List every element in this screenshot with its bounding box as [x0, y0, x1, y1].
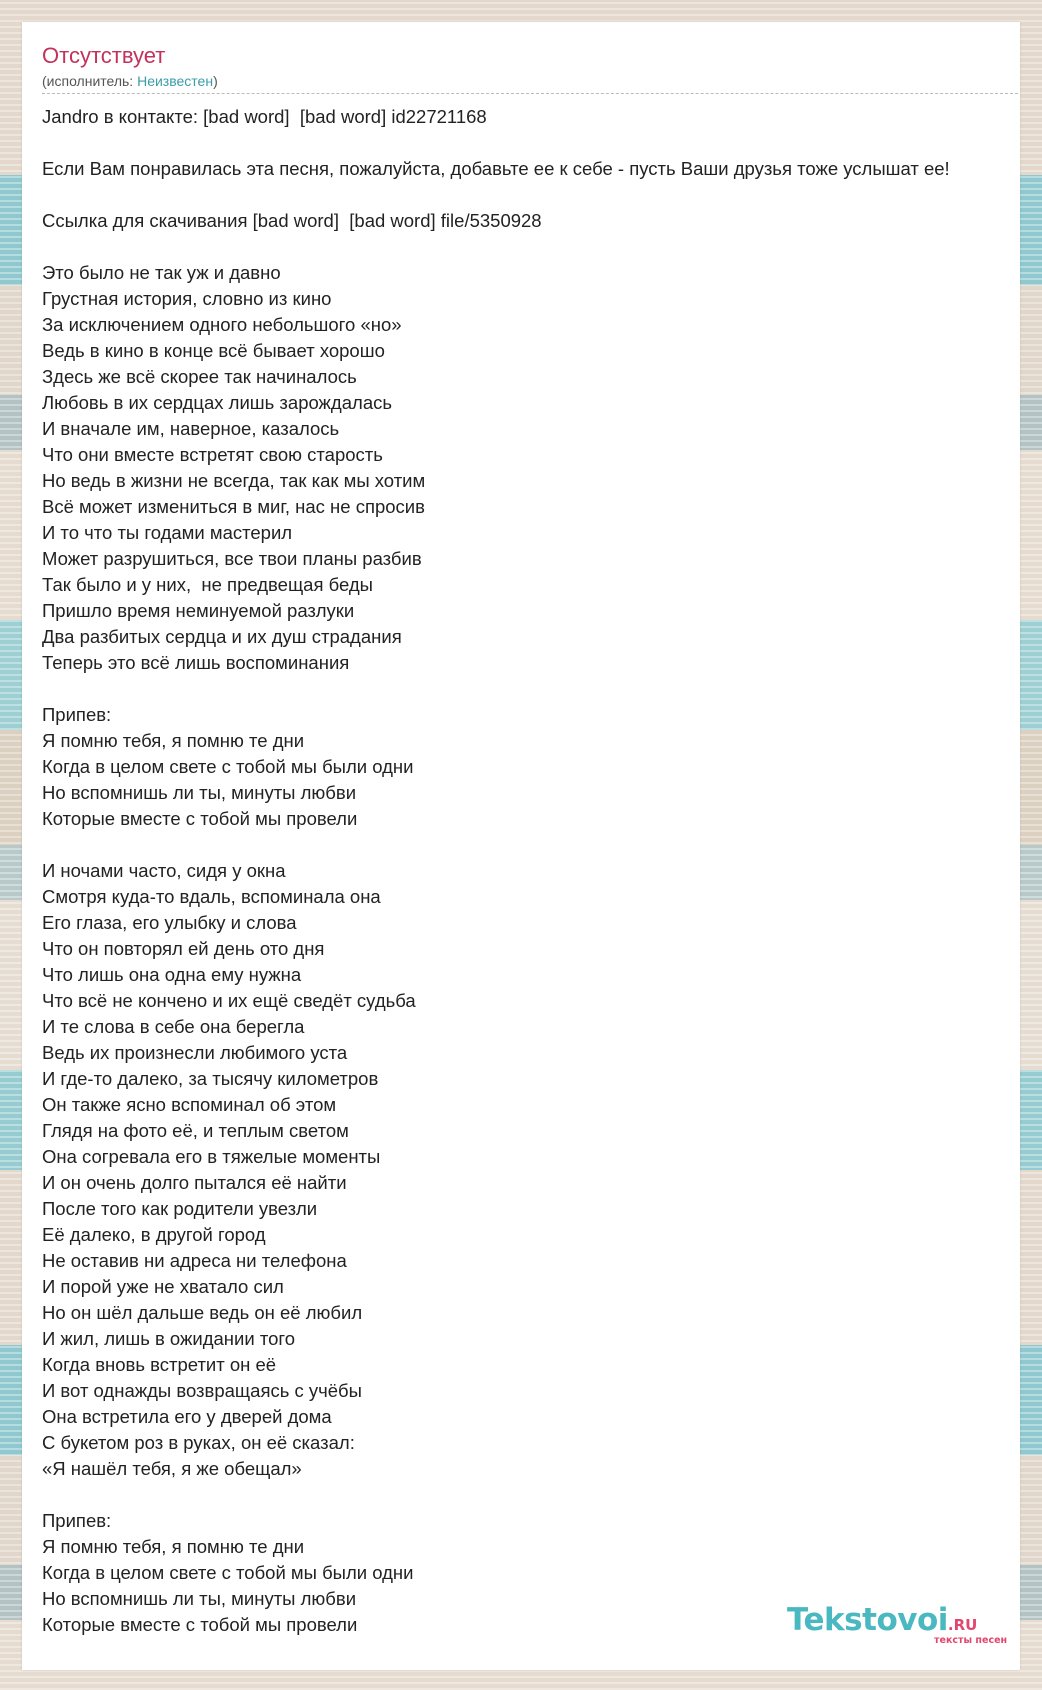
- lyric-line: Если Вам понравилась эта песня, пожалуйста, добавьте ее к себе - пусть Ваши друзья тоже услышат ее!: [42, 158, 950, 179]
- lyric-line: Я помню тебя, я помню те дни: [42, 1536, 305, 1557]
- lyric-line: Здесь же всё скорее так начиналось: [42, 366, 357, 387]
- lyric-line: «Я нашёл тебя, я же обещал»: [42, 1458, 302, 1479]
- lyric-line: Jandro в контакте: [bad word] [bad word] id22721168: [42, 106, 487, 127]
- lyric-line: И порой уже не хватало сил: [42, 1276, 284, 1297]
- lyric-line: Она встретила его у дверей дома: [42, 1406, 332, 1427]
- lyric-line: Что они вместе встретят свою старость: [42, 444, 383, 465]
- blank-line: [42, 832, 1020, 858]
- lyric-line: Пришло время неминуемой разлуки: [42, 600, 355, 621]
- blank-line: [42, 130, 1020, 156]
- lyric-line: Любовь в их сердцах лишь зарождалась: [42, 392, 392, 413]
- lyric-line: После того как родители увезли: [42, 1198, 318, 1219]
- lyric-line: Которые вместе с тобой мы провели: [42, 808, 358, 829]
- lyric-line: Я помню тебя, я помню те дни: [42, 730, 305, 751]
- lyric-line: Ведь их произнесли любимого уста: [42, 1042, 348, 1063]
- lyric-line: Когда в целом свете с тобой мы были одни: [42, 1562, 414, 1583]
- lyric-line: Но он шёл дальше ведь он её любил: [42, 1302, 363, 1323]
- lyric-line: Всё может измениться в миг, нас не спросив: [42, 496, 425, 517]
- lyric-line: И те слова в себе она берегла: [42, 1016, 305, 1037]
- lyric-line: Грустная история, словно из кино: [42, 288, 332, 309]
- lyric-line: Глядя на фото её, и теплым светом: [42, 1120, 349, 1141]
- lyric-line: Что он повторял ей день ото дня: [42, 938, 325, 959]
- lyric-line: За исключением одного небольшого «но»: [42, 314, 402, 335]
- lyric-line: Теперь это всё лишь воспоминания: [42, 652, 350, 673]
- lyric-line: Её далеко, в другой город: [42, 1224, 266, 1245]
- site-logo[interactable]: [787, 1602, 1008, 1646]
- blank-line: [42, 234, 1020, 260]
- lyric-line: И то что ты годами мастерил: [42, 522, 293, 543]
- lyric-line: Но ведь в жизни не всегда, так как мы хотим: [42, 470, 426, 491]
- lyric-line: И он очень долго пытался её найти: [42, 1172, 347, 1193]
- logo-brand: Tekstovoi: [787, 1602, 948, 1638]
- lyric-line: Смотря куда-то вдаль, вспоминала она: [42, 886, 381, 907]
- artist-line: [42, 72, 218, 90]
- blank-line: [42, 676, 1020, 702]
- blank-line: [42, 182, 1020, 208]
- lyric-line: Он также ясно вспоминал об этом: [42, 1094, 337, 1115]
- lyric-line: Так было и у них, не предвещая беды: [42, 574, 373, 595]
- logo-tld: .RU: [947, 1616, 978, 1634]
- lyric-line: Когда вновь встретит он её: [42, 1354, 277, 1375]
- artist-prefix: (исполнитель:: [42, 73, 138, 89]
- lyric-line: И ночами часто, сидя у окна: [42, 860, 286, 881]
- lyric-line: И вот однажды возвращаясь с учёбы: [42, 1380, 362, 1401]
- lyric-line: Его глаза, его улыбку и слова: [42, 912, 297, 933]
- lyric-line: Что всё не кончено и их ещё сведёт судьба: [42, 990, 416, 1011]
- lyric-line: Ссылка для скачивания [bad word] [bad word] file/5350928: [42, 210, 542, 231]
- lyric-line: И где-то далеко, за тысячу километров: [42, 1068, 379, 1089]
- lyric-line: Два разбитых сердца и их душ страдания: [42, 626, 402, 647]
- lyrics-card: [22, 22, 1020, 1670]
- lyric-line: Это было не так уж и давно: [42, 262, 281, 283]
- logo-tagline: тексты песен: [934, 1635, 1008, 1646]
- lyric-line: Может разрушиться, все твои планы разбив: [42, 548, 422, 569]
- lyric-line: Когда в целом свете с тобой мы были одни: [42, 756, 414, 777]
- lyric-line: Но вспомнишь ли ты, минуты любви: [42, 1588, 357, 1609]
- lyric-line: Припев:: [42, 704, 112, 725]
- lyric-line: И вначале им, наверное, казалось: [42, 418, 340, 439]
- lyric-line: Которые вместе с тобой мы провели: [42, 1614, 358, 1635]
- lyric-line: Не оставив ни адреса ни телефона: [42, 1250, 347, 1271]
- lyric-line: Припев:: [42, 1510, 112, 1531]
- lyric-line: Ведь в кино в конце всё бывает хорошо: [42, 340, 385, 361]
- title-divider: [42, 93, 1018, 94]
- lyric-line: И жил, лишь в ожидании того: [42, 1328, 296, 1349]
- lyric-line: Что лишь она одна ему нужна: [42, 964, 302, 985]
- artist-link[interactable]: Неизвестен: [137, 73, 214, 89]
- artist-suffix: ): [213, 73, 218, 89]
- blank-line: [42, 1482, 1020, 1508]
- song-title: Отсутствует: [42, 43, 166, 68]
- lyric-line: Но вспомнишь ли ты, минуты любви: [42, 782, 357, 803]
- lyrics-text: [42, 104, 1020, 1638]
- lyric-line: С букетом роз в руках, он её сказал:: [42, 1432, 355, 1453]
- lyric-line: Она согревала его в тяжелые моменты: [42, 1146, 381, 1167]
